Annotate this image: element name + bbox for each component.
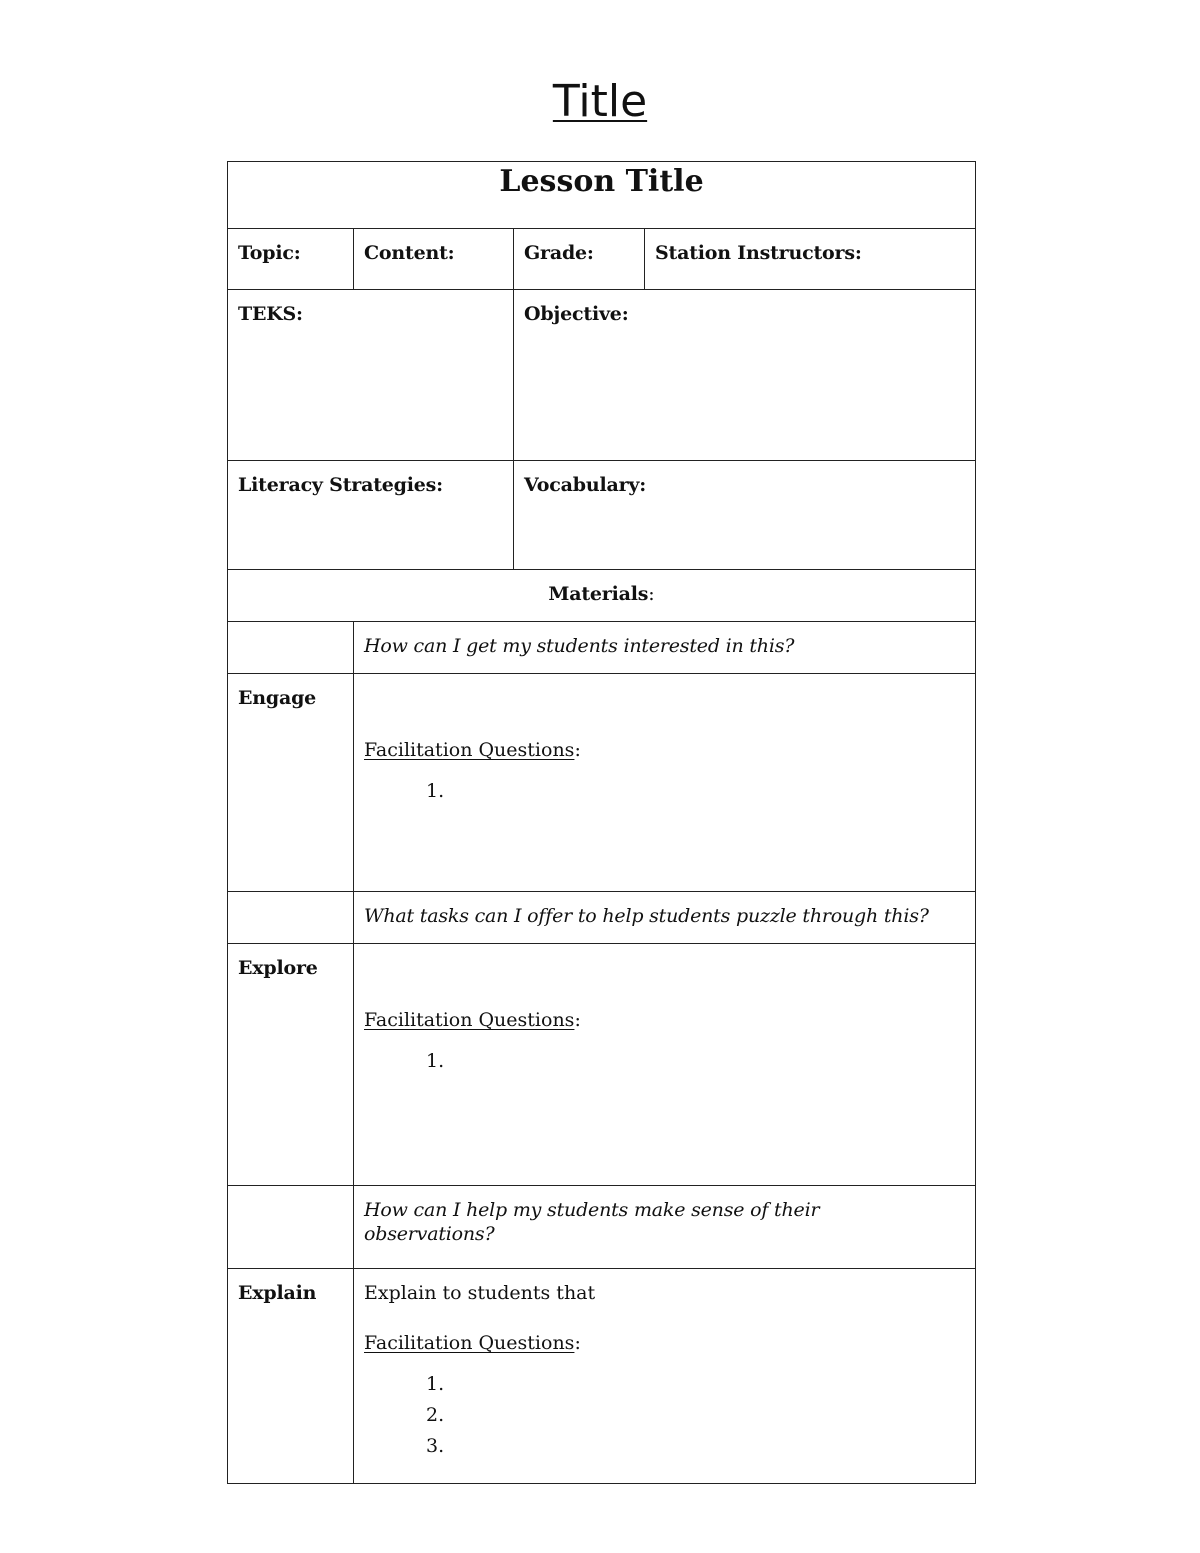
explain-facilitation xyxy=(364,1331,965,1355)
explain-intro: Explain to students that xyxy=(364,1282,596,1304)
explain-question-list xyxy=(364,1369,965,1462)
explore-content xyxy=(354,944,976,1186)
topic-label: Topic: xyxy=(228,229,354,290)
explore-label: Explore xyxy=(228,944,354,1186)
objective-label: Objective: xyxy=(514,290,976,461)
explain-prompt-spacer xyxy=(228,1186,354,1269)
engage-prompt-spacer xyxy=(228,622,354,674)
explore-facilitation-colon: : xyxy=(574,1009,581,1031)
engage-prompt: How can I get my students interested in this? xyxy=(354,622,976,674)
page-title: Title xyxy=(552,76,648,127)
explain-facilitation-colon: : xyxy=(574,1332,581,1354)
explore-facilitation xyxy=(364,1008,965,1032)
explain-facilitation-label: Facilitation Questions xyxy=(364,1332,575,1354)
explore-prompt-spacer xyxy=(228,892,354,944)
engage-facilitation-label: Facilitation Questions xyxy=(364,739,575,761)
explore-prompt: What tasks can I offer to help students puzzle through this? xyxy=(354,892,976,944)
explain-label: Explain xyxy=(228,1269,354,1484)
list-item: 3. xyxy=(426,1435,445,1457)
teks-label: TEKS: xyxy=(228,290,514,461)
content-label: Content: xyxy=(354,229,514,290)
list-item: 1. xyxy=(426,1050,445,1072)
materials-cell xyxy=(228,570,976,622)
list-item: 2. xyxy=(426,1404,445,1426)
materials-label: Materials xyxy=(548,583,649,605)
explore-facilitation-label: Facilitation Questions xyxy=(364,1009,575,1031)
list-item: 1. xyxy=(426,1373,445,1395)
explore-question-list xyxy=(364,1046,965,1077)
explain-content xyxy=(354,1269,976,1484)
explain-prompt: How can I help my students make sense of their observations? xyxy=(354,1186,976,1269)
vocabulary-label: Vocabulary: xyxy=(514,461,976,570)
engage-label: Engage xyxy=(228,674,354,892)
engage-question-list xyxy=(364,776,965,807)
literacy-strategies-label: Literacy Strategies: xyxy=(228,461,514,570)
materials-colon: : xyxy=(648,583,655,605)
grade-label: Grade: xyxy=(514,229,645,290)
lesson-plan-table xyxy=(227,161,976,1484)
engage-facilitation-colon: : xyxy=(574,739,581,761)
station-instructors-label: Station Instructors: xyxy=(645,229,976,290)
engage-facilitation xyxy=(364,738,965,762)
lesson-title: Lesson Title xyxy=(228,162,976,229)
list-item: 1. xyxy=(426,780,445,802)
engage-content xyxy=(354,674,976,892)
